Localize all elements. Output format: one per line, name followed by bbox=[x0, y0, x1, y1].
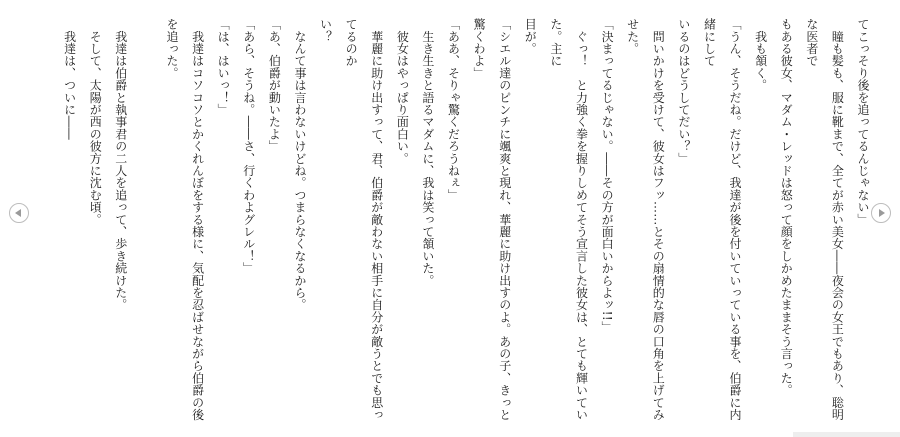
text-line: 「あ、伯爵が動いたよ」 bbox=[267, 18, 282, 153]
text-line: 「うん、そうだね。だけど、我達が後を付いていっている事を、伯爵に内緒にして bbox=[702, 18, 743, 421]
text-line bbox=[133, 18, 159, 428]
page-progress-strip bbox=[793, 432, 900, 437]
prev-page-button[interactable] bbox=[9, 203, 29, 223]
text-line: てこっそり後を追ってるんじゃない」 bbox=[856, 18, 870, 226]
text-line: 我達はコソコソとかくれんぼをする様に、気配を忍ばせながら伯爵の後を追った。 bbox=[164, 18, 205, 421]
text-line: 「シエル達のピンチに颯爽と現れ、華麗に助け出すのよ。あの子、きっと驚くわよ」 bbox=[472, 18, 512, 421]
text-line: もある彼女、マダム・レッドは怒って顔をしかめたままそう言った。 bbox=[779, 18, 794, 397]
text-line: 目が。 bbox=[523, 18, 538, 55]
text-line: 「ああ、そりゃ驚くだろうねぇ」 bbox=[446, 18, 461, 201]
chevron-left-icon bbox=[15, 209, 21, 217]
text-line: 瞳も髪も、服に靴まで、全てが赤い美女――夜会の女王でもあり、聡明な医者で bbox=[804, 18, 845, 421]
text-line bbox=[5, 18, 31, 428]
next-page-button[interactable] bbox=[871, 203, 891, 223]
chevron-right-icon bbox=[879, 209, 885, 217]
text-line: いるのはどうしてだい？」 bbox=[676, 18, 691, 165]
text-line: 「は、はいっ！」 bbox=[216, 18, 231, 116]
text-line: 我達は伯爵と執事君の二人を追って、歩き続けた。 bbox=[113, 18, 128, 311]
text-line: 我も頷く。 bbox=[753, 18, 768, 92]
text-line: 華麗に助け出すって、君、伯爵が敵わない相手に自分が敵うとでも思ってるのか bbox=[344, 18, 384, 421]
text-line: 我達は、ついに―― bbox=[62, 18, 77, 140]
text-line bbox=[30, 18, 56, 428]
text-line: 生き生きと語るマダムに、我は笑って頷いた。 bbox=[420, 18, 435, 287]
text-line: 「決まってるじゃない。――その方が面白いからよッ!!」 bbox=[600, 18, 615, 334]
text-line: 「あら、そうね。――さ、行くわよグレル！」 bbox=[241, 18, 256, 275]
text-line: ぐっ！ と力強く拳を握りしめてそう宣言した彼女は、とても輝いていた。主に bbox=[548, 18, 589, 421]
text-line: そして、太陽が西の彼方に沈む頃。 bbox=[88, 18, 103, 226]
text-line: なんて事は言わないけどね。つまらなくなるから。 bbox=[292, 18, 307, 311]
text-line: 問いかけを受けて、彼女はフッ……とその扇情的な唇の口角を上げてみせた。 bbox=[625, 18, 666, 421]
page-text bbox=[62, 18, 875, 428]
text-line bbox=[0, 18, 5, 428]
text-line: 彼女はやっぱり面白い。 bbox=[395, 18, 410, 165]
text-line: い？ bbox=[318, 18, 333, 43]
